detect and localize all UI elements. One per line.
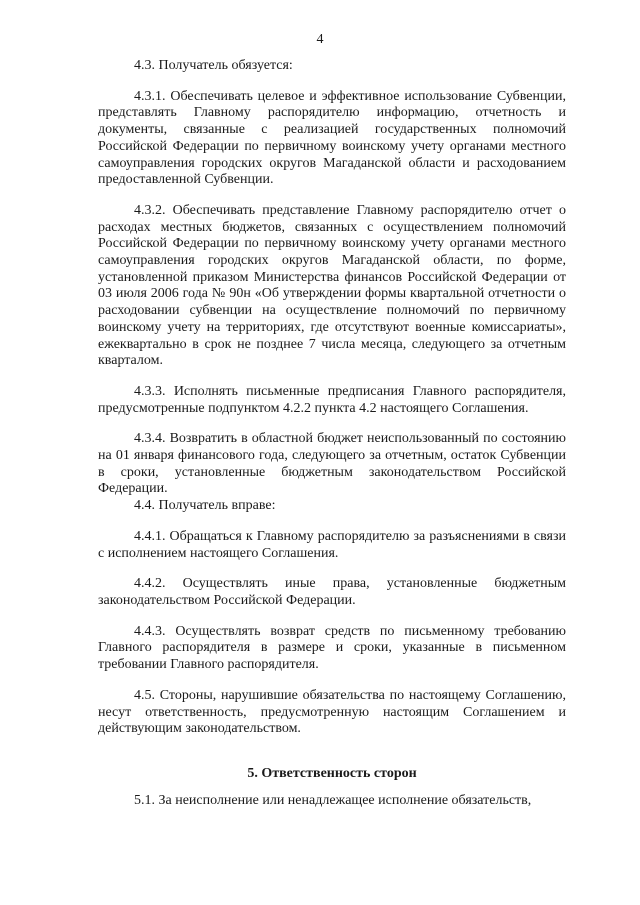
clause-4-4-1: 4.4.1. Обращаться к Главному распорядителю за разъяснениями в связи с исполнением настоящего Соглашения. [98, 528, 566, 561]
clause-4-3-3: 4.3.3. Исполнять письменные предписания Главного распорядителя, предусмотренные подпунктом 4.2.2 пункта 4.2 настоящего Соглашения. [98, 383, 566, 416]
clause-4-4: 4.4. Получатель вправе: [134, 498, 276, 514]
clause-4-4-2: 4.4.2. Осуществлять иные права, установленные бюджетным законодательством Российской Федерации. [98, 576, 566, 608]
clause-4-3-2: 4.3.2. Обеспечивать представление Главному распорядителю отчет о расходах местных бюджетов, связанных с осуществлением полномочий Российской Федерации по первичному воинскому учету органами местного самоуправления городских округов Магаданской области, по форме, установленной приказом Министерства финансов Российской Федерации от 03 июля 2006 года № 90н «Об утверждении формы квартальной отчетности о расходовании субвенции на осуществление полномочий по первичному воинскому учету на территориях, где отсутствуют военные комиссариаты», ежеквартально в срок не позднее 7 числа месяца, следующего за отчетным кварталом. [98, 202, 566, 369]
page-number: 4 [316, 32, 324, 47]
clause-4-3-4: 4.3.4. Возвратить в областной бюджет неиспользованный по состоянию на 01 января финансового года, следующего за отчетным, остаток Субвенции в сроки, установленные бюджетным законодательством Российской Федерации. [98, 431, 566, 497]
clause-4-5: 4.5. Стороны, нарушившие обязательства по настоящему Соглашению, несут ответственность, предусмотренную настоящим Соглашением и действующим законодательством. [98, 687, 566, 737]
clause-4-4-3: 4.4.3. Осуществлять возврат средств по письменному требованию Главного распорядителя в размере и сроки, указанные в письменном требовании Главного распорядителя. [98, 623, 566, 673]
clause-4-3: 4.3. Получатель обязуется: [134, 58, 293, 73]
clause-4-3-1: 4.3.1. Обеспечивать целевое и эффективное использование Субвенции, представлять Главному распорядителю информацию, отчетность и документы, связанные с реализацией государственных полномочий Российской Федерации по первичному воинскому учету органами местного самоуправления городских округов Магаданской области и расходованием предоставленной Субвенции. [98, 88, 566, 188]
document-body [98, 58, 566, 809]
clause-5-1: 5.1. За неисполнение или ненадлежащее исполнение обязательств, [134, 792, 532, 808]
section-5-heading: 5. Ответственность сторон [247, 765, 417, 781]
